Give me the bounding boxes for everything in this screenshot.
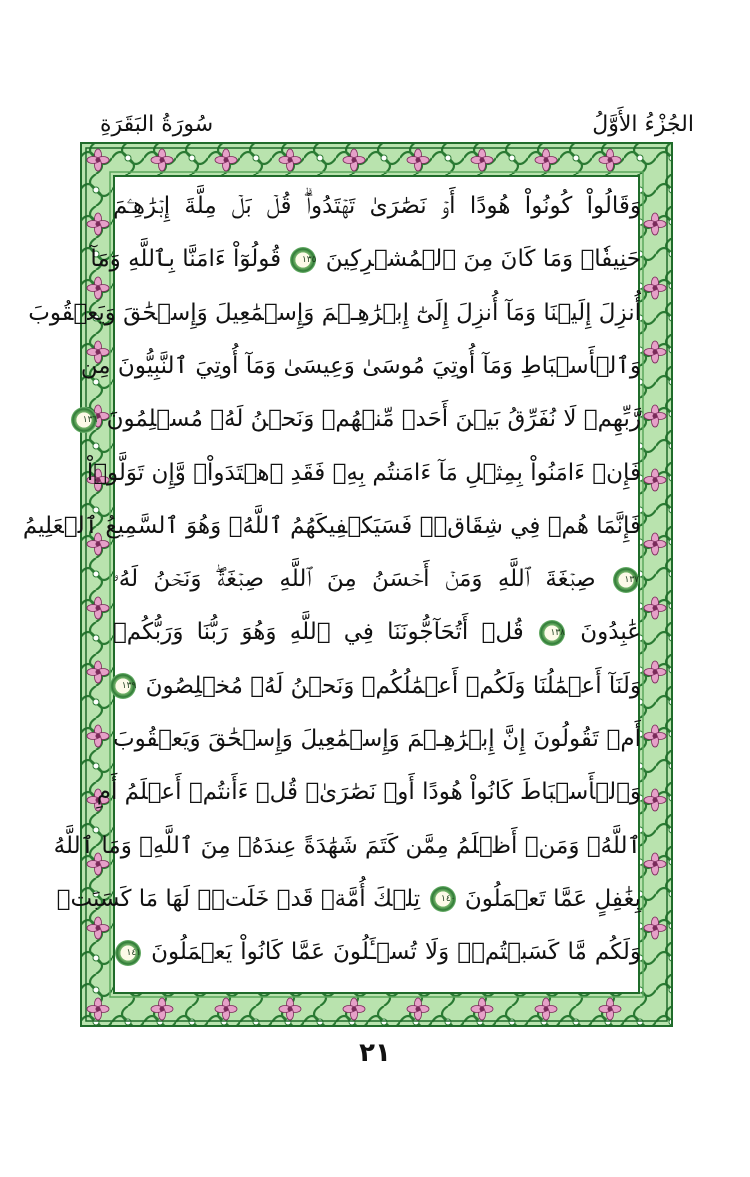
text-line	[113, 926, 641, 978]
verse-text: وَقَالُواْ كُونُواْ هُودًا أَوۡ نَصَٰرَىٰ تَهۡتَدُواْۗ قُلۡ بَلۡ مِلَّةَ إِبۡرَٰهِـۧمَ	[113, 193, 641, 219]
verse-text: وَٱلۡأَسۡبَاطِ وَمَآ أُوتِيَ مُوسَىٰ وَعِيسَىٰ وَمَآ أُوتِيَ ٱلنَّبِيُّونَ مِن	[80, 352, 641, 379]
text-line	[56, 873, 641, 925]
text-line	[113, 713, 641, 765]
verse-text: عَٰبِدُونَ	[580, 619, 642, 646]
text-line	[53, 820, 641, 872]
text-line	[28, 287, 641, 339]
verse-text: حَنِيفٗاۖ وَمَا كَانَ مِنَ ٱلۡمُشۡرِكِينَ	[325, 246, 641, 273]
text-line	[113, 180, 641, 232]
text-line	[80, 340, 641, 392]
ayah-number-marker: ١٤١	[115, 940, 141, 966]
text-line	[22, 500, 641, 552]
text-line	[113, 606, 641, 658]
verse-text: قُولُوٓاْ ءَامَنَّا بِٱللَّهِ وَمَآ	[90, 246, 282, 273]
text-line	[90, 233, 641, 285]
juz-title: الجُزْءُ الأَوَّلُ	[592, 112, 694, 137]
verse-text: وَلَنَآ أَعۡمَٰلُنَا وَلَكُمۡ أَعۡمَٰلُكُمۡ وَنَحۡنُ لَهُۥ مُخۡلِصُونَ	[145, 672, 641, 699]
ayah-number-marker: ١٣٦	[71, 407, 97, 433]
page-header	[0, 0, 750, 150]
text-line	[113, 553, 641, 605]
verse-text: فَإِنۡ ءَامَنُواْ بِمِثۡلِ مَآ ءَامَنتُم بِهِۦ فَقَدِ ٱهۡتَدَواْۖ وَّإِن تَوَلَّوۡاْ	[86, 459, 641, 486]
verse-text: صِبۡغَةَ ٱللَّهِ وَمَنۡ أَحۡسَنُ مِنَ ٱللَّهِ صِبۡغَةٗۖ وَنَحۡنُ لَهُۥ	[113, 566, 596, 593]
verse-text: أَمۡ تَقُولُونَ إِنَّ إِبۡرَٰهِـۧمَ وَإِسۡمَٰعِيلَ وَإِسۡحَٰقَ وَيَعۡقُوبَ	[113, 726, 641, 752]
surah-title: سُورَةُ البَقَرَةِ	[100, 112, 214, 137]
verse-text: وَٱلۡأَسۡبَاطَ كَانُواْ هُودًا أَوۡ نَصَٰرَىٰۗ قُلۡ ءَأَنتُمۡ أَعۡلَمُ أَمِ	[96, 779, 641, 806]
text-line	[82, 393, 641, 445]
ayah-number-marker: ١٣٧	[613, 567, 639, 593]
ayah-number-marker: ١٣٥	[290, 247, 316, 273]
verse-text: ٱللَّهُۗ وَمَنۡ أَظۡلَمُ مِمَّن كَتَمَ شَهَٰدَةً عِندَهُۥ مِنَ ٱللَّهِۗ وَمَا ٱللَّهُ	[53, 832, 641, 859]
text-line	[113, 660, 641, 712]
ayah-number-marker: ١٣٨	[539, 620, 565, 646]
verse-text: بِغَٰفِلٍ عَمَّا تَعۡمَلُونَ	[464, 885, 641, 912]
verse-text: أُنزِلَ إِلَيۡنَا وَمَآ أُنزِلَ إِلَىٰٓ إِبۡرَٰهِـۧمَ وَإِسۡمَٰعِيلَ وَإِسۡحَٰقَ وَيَعۡقُوبَ	[28, 299, 641, 326]
text-line	[96, 766, 641, 818]
verse-text: وَلَكُم مَّا كَسَبۡتُمۡۖ وَلَا تُسۡـَٔلُونَ عَمَّا كَانُواْ يَعۡمَلُونَ	[151, 939, 642, 966]
verse-text: فَإِنَّمَا هُمۡ فِي شِقَاقٖۖ فَسَيَكۡفِيكَهُمُ ٱللَّهُۚ وَهُوَ ٱلسَّمِيعُ ٱلۡعَلِيمُ	[22, 512, 641, 539]
verse-text: تِلۡكَ أُمَّةٞ قَدۡ خَلَتۡۖ لَهَا مَا كَسَبَتۡ	[56, 885, 421, 912]
page-number: ٢١	[359, 1038, 391, 1068]
text-line	[86, 447, 641, 499]
ayah-number-marker: ١٤٠	[430, 886, 456, 912]
verse-text: قُلۡ أَتُحَآجُّونَنَا فِي ٱللَّهِ وَهُوَ رَبُّنَا وَرَبُّكُمۡ	[113, 619, 524, 646]
quran-text	[22, 180, 642, 980]
ayah-number-marker: ١٣٩	[110, 673, 136, 699]
verse-text: رَّبِّهِمۡ لَا نُفَرِّقُ بَيۡنَ أَحَدٖ مِّنۡهُمۡ وَنَحۡنُ لَهُۥ مُسۡلِمُونَ	[106, 406, 641, 433]
